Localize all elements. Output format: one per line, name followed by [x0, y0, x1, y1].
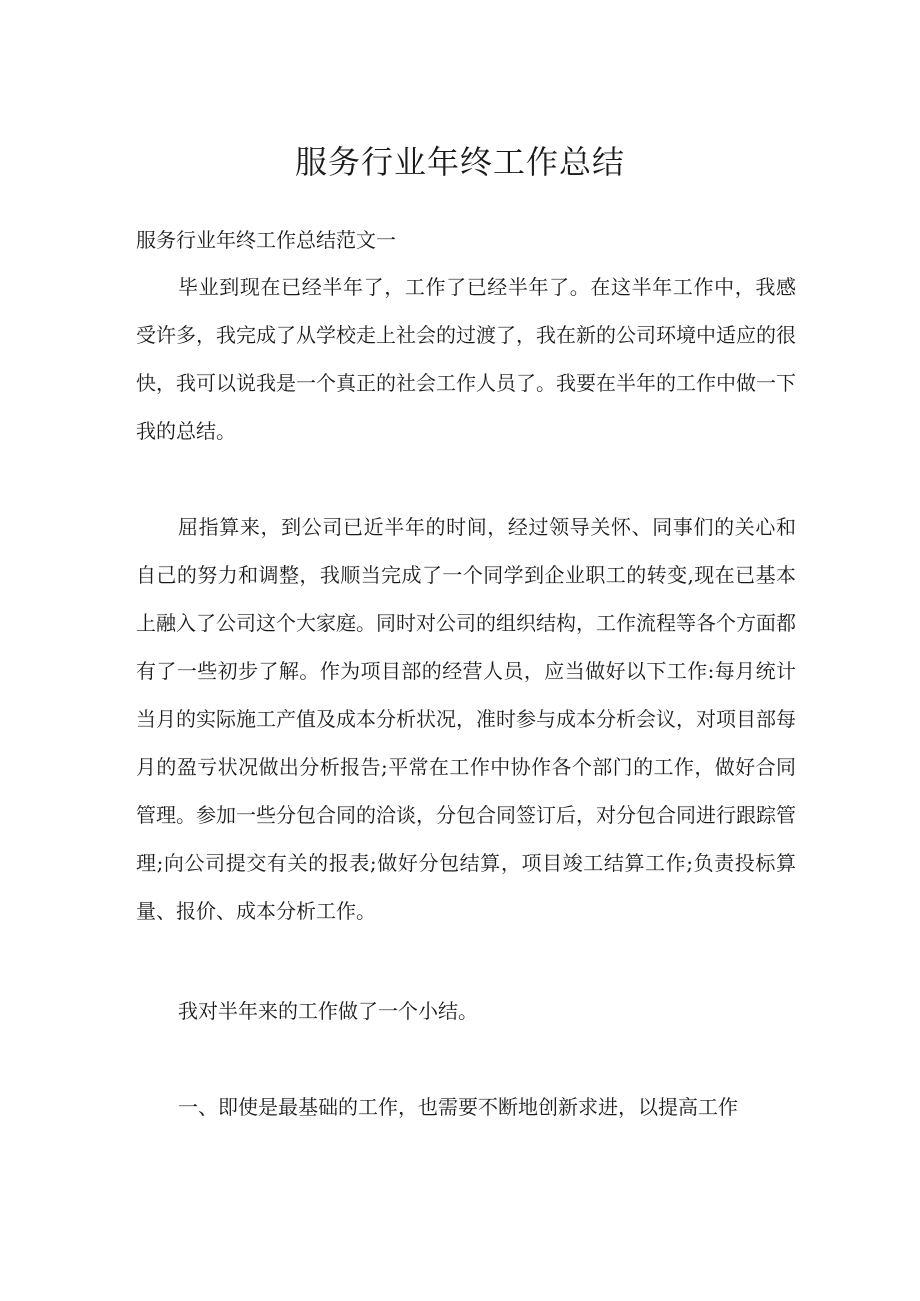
paragraph: 屈指算来，到公司已近半年的时间，经过领导关怀、同事们的关心和自己的努力和调整，我顺当完成了一个同学到企业职工的转变,现在已基本上融入了公司这个大家庭。同时对公司的组织结构，工作流程等各个方面都有了一些初步了解。作为项目部的经营人员，应当做好以下工作:每月统计当月的实际施工产值及成本分析状况，准时参与成本分析会议，对项目部每月的盈亏状况做出分析报告;平常在工作中协作各个部门的工作，做好合同管理。参加一些分包合同的洽谈，分包合同签订后，对分包合同进行跟踪管理;向公司提交有关的报表;做好分包结算，项目竣工结算工作;负责投标算量、报价、成本分析工作。 — [136, 515, 796, 923]
document-title: 服务行业年终工作总结 — [294, 143, 625, 181]
paragraph: 毕业到现在已经半年了，工作了已经半年了。在这半年工作中，我感受许多，我完成了从学校走上社会的过渡了，我在新的公司环境中适应的很快，我可以说我是一个真正的社会工作人员了。我要在半年的工作中做一下我的总结。 — [136, 275, 796, 443]
document-subtitle: 服务行业年终工作总结范文一 — [136, 228, 396, 252]
paragraph: 一、即使是最基础的工作，也需要不断地创新求进，以提高工作 — [178, 1095, 738, 1119]
paragraph: 我对半年来的工作做了一个小结。 — [178, 999, 478, 1023]
